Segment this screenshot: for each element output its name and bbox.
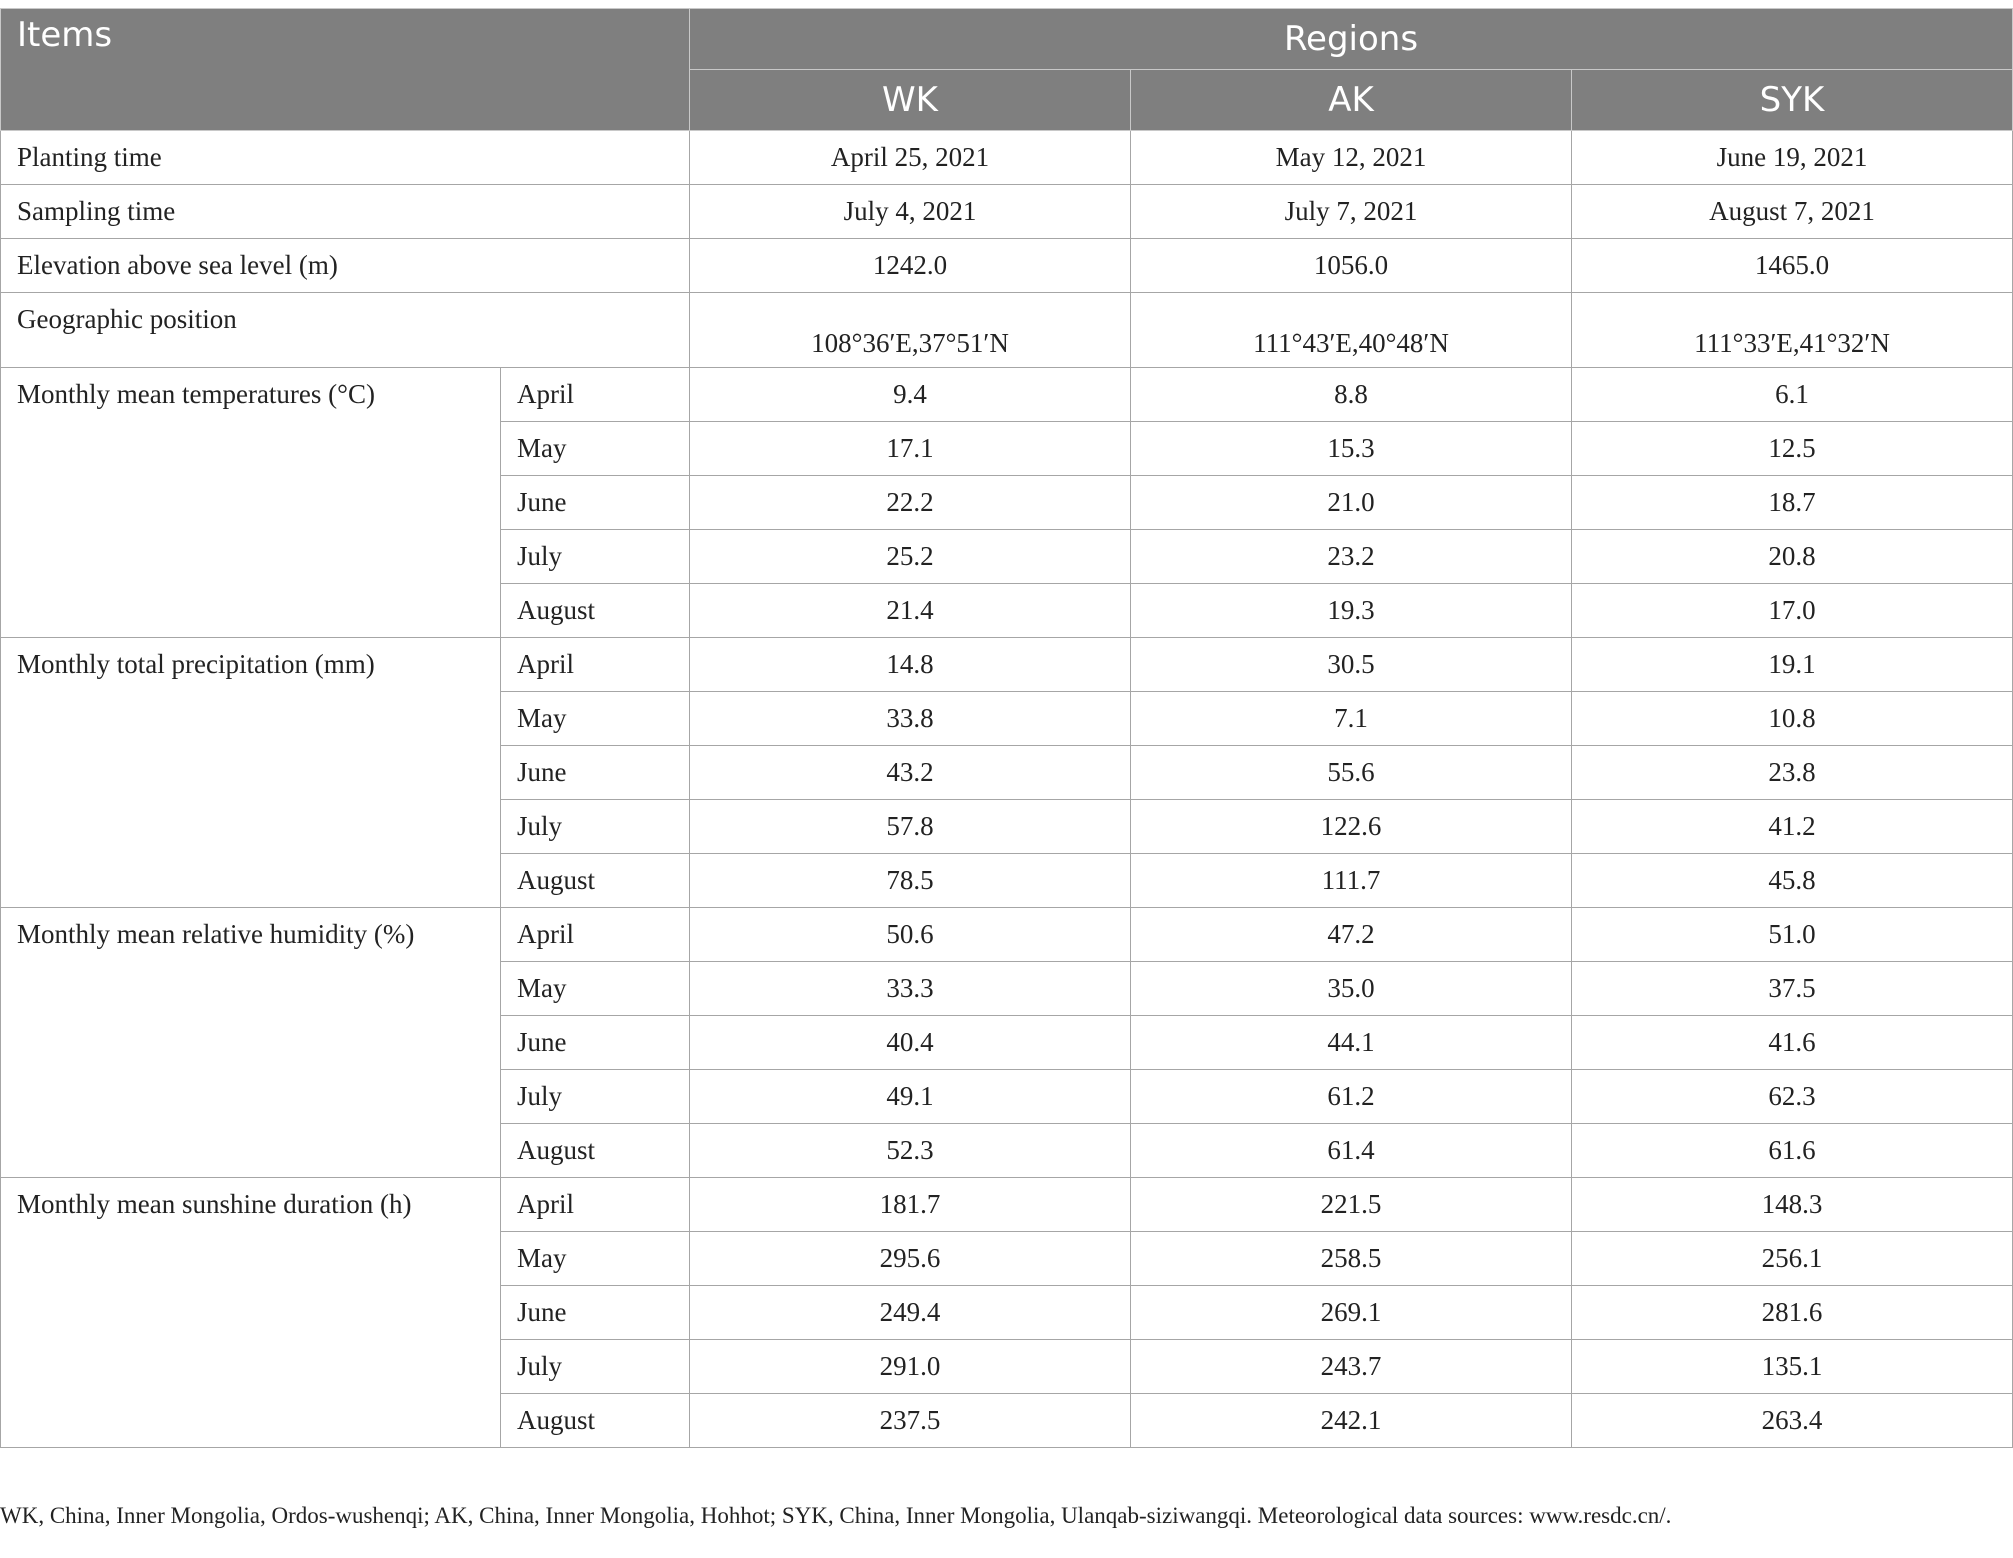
- cell-value: 281.6: [1572, 1286, 2013, 1340]
- cell-value: 62.3: [1572, 1070, 2013, 1124]
- cell-value: July 7, 2021: [1131, 185, 1572, 239]
- cell-value: 44.1: [1131, 1016, 1572, 1070]
- cell-value: 20.8: [1572, 530, 2013, 584]
- month-label: June: [501, 1286, 690, 1340]
- cell-value: 263.4: [1572, 1394, 2013, 1448]
- cell-value: 41.2: [1572, 800, 2013, 854]
- group-label-sunshine: Monthly mean sunshine duration (h): [1, 1178, 501, 1448]
- cell-value: 1242.0: [690, 239, 1131, 293]
- cell-value: 23.2: [1131, 530, 1572, 584]
- month-label: May: [501, 422, 690, 476]
- month-label: May: [501, 962, 690, 1016]
- cell-value: 15.3: [1131, 422, 1572, 476]
- month-label: April: [501, 908, 690, 962]
- month-label: April: [501, 1178, 690, 1232]
- cell-value: 14.8: [690, 638, 1131, 692]
- cell-value: 30.5: [1131, 638, 1572, 692]
- cell-value: July 4, 2021: [690, 185, 1131, 239]
- cell-value: 148.3: [1572, 1178, 2013, 1232]
- header-row-top: [1, 9, 2013, 70]
- month-label: August: [501, 1124, 690, 1178]
- cell-value: 19.3: [1131, 584, 1572, 638]
- cell-value: 111.7: [1131, 854, 1572, 908]
- cell-value: 6.1: [1572, 368, 2013, 422]
- table-row-precipitation-april: [1, 638, 2013, 692]
- table-row-geographic-position: [1, 293, 2013, 368]
- cell-value: 45.8: [1572, 854, 2013, 908]
- cell-value: 51.0: [1572, 908, 2013, 962]
- month-label: May: [501, 692, 690, 746]
- cell-value: 291.0: [690, 1340, 1131, 1394]
- cell-value: 1056.0: [1131, 239, 1572, 293]
- cell-value: 237.5: [690, 1394, 1131, 1448]
- month-label: July: [501, 1340, 690, 1394]
- month-label: July: [501, 800, 690, 854]
- region-header-wk: WK: [690, 70, 1131, 131]
- cell-value: 1465.0: [1572, 239, 2013, 293]
- region-header-syk: SYK: [1572, 70, 2013, 131]
- cell-value: 33.8: [690, 692, 1131, 746]
- row-label: Sampling time: [1, 185, 690, 239]
- cell-value: 256.1: [1572, 1232, 2013, 1286]
- cell-value: 122.6: [1131, 800, 1572, 854]
- cell-value: 242.1: [1131, 1394, 1572, 1448]
- cell-value: 111°33′E,41°32′N: [1572, 293, 2013, 368]
- table-row-elevation: [1, 239, 2013, 293]
- cell-value: 61.6: [1572, 1124, 2013, 1178]
- cell-value: 10.8: [1572, 692, 2013, 746]
- cell-value: 57.8: [690, 800, 1131, 854]
- cell-value: 23.8: [1572, 746, 2013, 800]
- table-footnote: WK, China, Inner Mongolia, Ordos-wushenqi; AK, China, Inner Mongolia, Hohhot; SYK, China, Inner Mongolia, Ulanqab-siziwangqi. Meteorological data sources: www.resdc.cn/.: [0, 1503, 1672, 1528]
- cell-value: 52.3: [690, 1124, 1131, 1178]
- month-label: June: [501, 476, 690, 530]
- cell-value: 111°43′E,40°48′N: [1131, 293, 1572, 368]
- cell-value: June 19, 2021: [1572, 131, 2013, 185]
- cell-value: 21.0: [1131, 476, 1572, 530]
- cell-value: 50.6: [690, 908, 1131, 962]
- items-header: Items: [1, 9, 690, 131]
- cell-value: 37.5: [1572, 962, 2013, 1016]
- month-label: July: [501, 1070, 690, 1124]
- table-row-temperature-april: [1, 368, 2013, 422]
- cell-value: 17.1: [690, 422, 1131, 476]
- cell-value: 7.1: [1131, 692, 1572, 746]
- regions-header: Regions: [690, 9, 2013, 70]
- month-label: May: [501, 1232, 690, 1286]
- cell-value: 243.7: [1131, 1340, 1572, 1394]
- table-row-planting-time: [1, 131, 2013, 185]
- cell-value: 41.6: [1572, 1016, 2013, 1070]
- cell-value: 47.2: [1131, 908, 1572, 962]
- group-label-precipitation: Monthly total precipitation (mm): [1, 638, 501, 908]
- table-row-sampling-time: [1, 185, 2013, 239]
- table-body: [1, 131, 2013, 1448]
- cell-value: 19.1: [1572, 638, 2013, 692]
- cell-value: 35.0: [1131, 962, 1572, 1016]
- cell-value: 221.5: [1131, 1178, 1572, 1232]
- cell-value: 295.6: [690, 1232, 1131, 1286]
- month-label: July: [501, 530, 690, 584]
- cell-value: April 25, 2021: [690, 131, 1131, 185]
- cell-value: 108°36′E,37°51′N: [690, 293, 1131, 368]
- cell-value: 61.2: [1131, 1070, 1572, 1124]
- month-label: June: [501, 746, 690, 800]
- table-row-humidity-april: [1, 908, 2013, 962]
- cell-value: 258.5: [1131, 1232, 1572, 1286]
- cell-value: 40.4: [690, 1016, 1131, 1070]
- month-label: August: [501, 854, 690, 908]
- row-label: Elevation above sea level (m): [1, 239, 690, 293]
- month-label: April: [501, 368, 690, 422]
- region-header-ak: AK: [1131, 70, 1572, 131]
- cell-value: 18.7: [1572, 476, 2013, 530]
- table-header: [1, 9, 2013, 131]
- cell-value: 249.4: [690, 1286, 1131, 1340]
- cell-value: 269.1: [1131, 1286, 1572, 1340]
- cell-value: 135.1: [1572, 1340, 2013, 1394]
- cell-value: 61.4: [1131, 1124, 1572, 1178]
- group-label-temperature: Monthly mean temperatures (°C): [1, 368, 501, 638]
- cell-value: 49.1: [690, 1070, 1131, 1124]
- month-label: June: [501, 1016, 690, 1070]
- cell-value: 43.2: [690, 746, 1131, 800]
- cell-value: 17.0: [1572, 584, 2013, 638]
- cell-value: 8.8: [1131, 368, 1572, 422]
- cell-value: 21.4: [690, 584, 1131, 638]
- cell-value: 55.6: [1131, 746, 1572, 800]
- month-label: August: [501, 584, 690, 638]
- cell-value: 78.5: [690, 854, 1131, 908]
- data-table-container: [0, 8, 2012, 1448]
- cell-value: 12.5: [1572, 422, 2013, 476]
- month-label: April: [501, 638, 690, 692]
- data-table: [0, 8, 2013, 1448]
- cell-value: 9.4: [690, 368, 1131, 422]
- table-row-sunshine-april: [1, 1178, 2013, 1232]
- cell-value: May 12, 2021: [1131, 131, 1572, 185]
- cell-value: 33.3: [690, 962, 1131, 1016]
- group-label-humidity: Monthly mean relative humidity (%): [1, 908, 501, 1178]
- cell-value: 22.2: [690, 476, 1131, 530]
- month-label: August: [501, 1394, 690, 1448]
- cell-value: 181.7: [690, 1178, 1131, 1232]
- row-label: Geographic position: [1, 293, 690, 368]
- cell-value: 25.2: [690, 530, 1131, 584]
- cell-value: August 7, 2021: [1572, 185, 2013, 239]
- row-label: Planting time: [1, 131, 690, 185]
